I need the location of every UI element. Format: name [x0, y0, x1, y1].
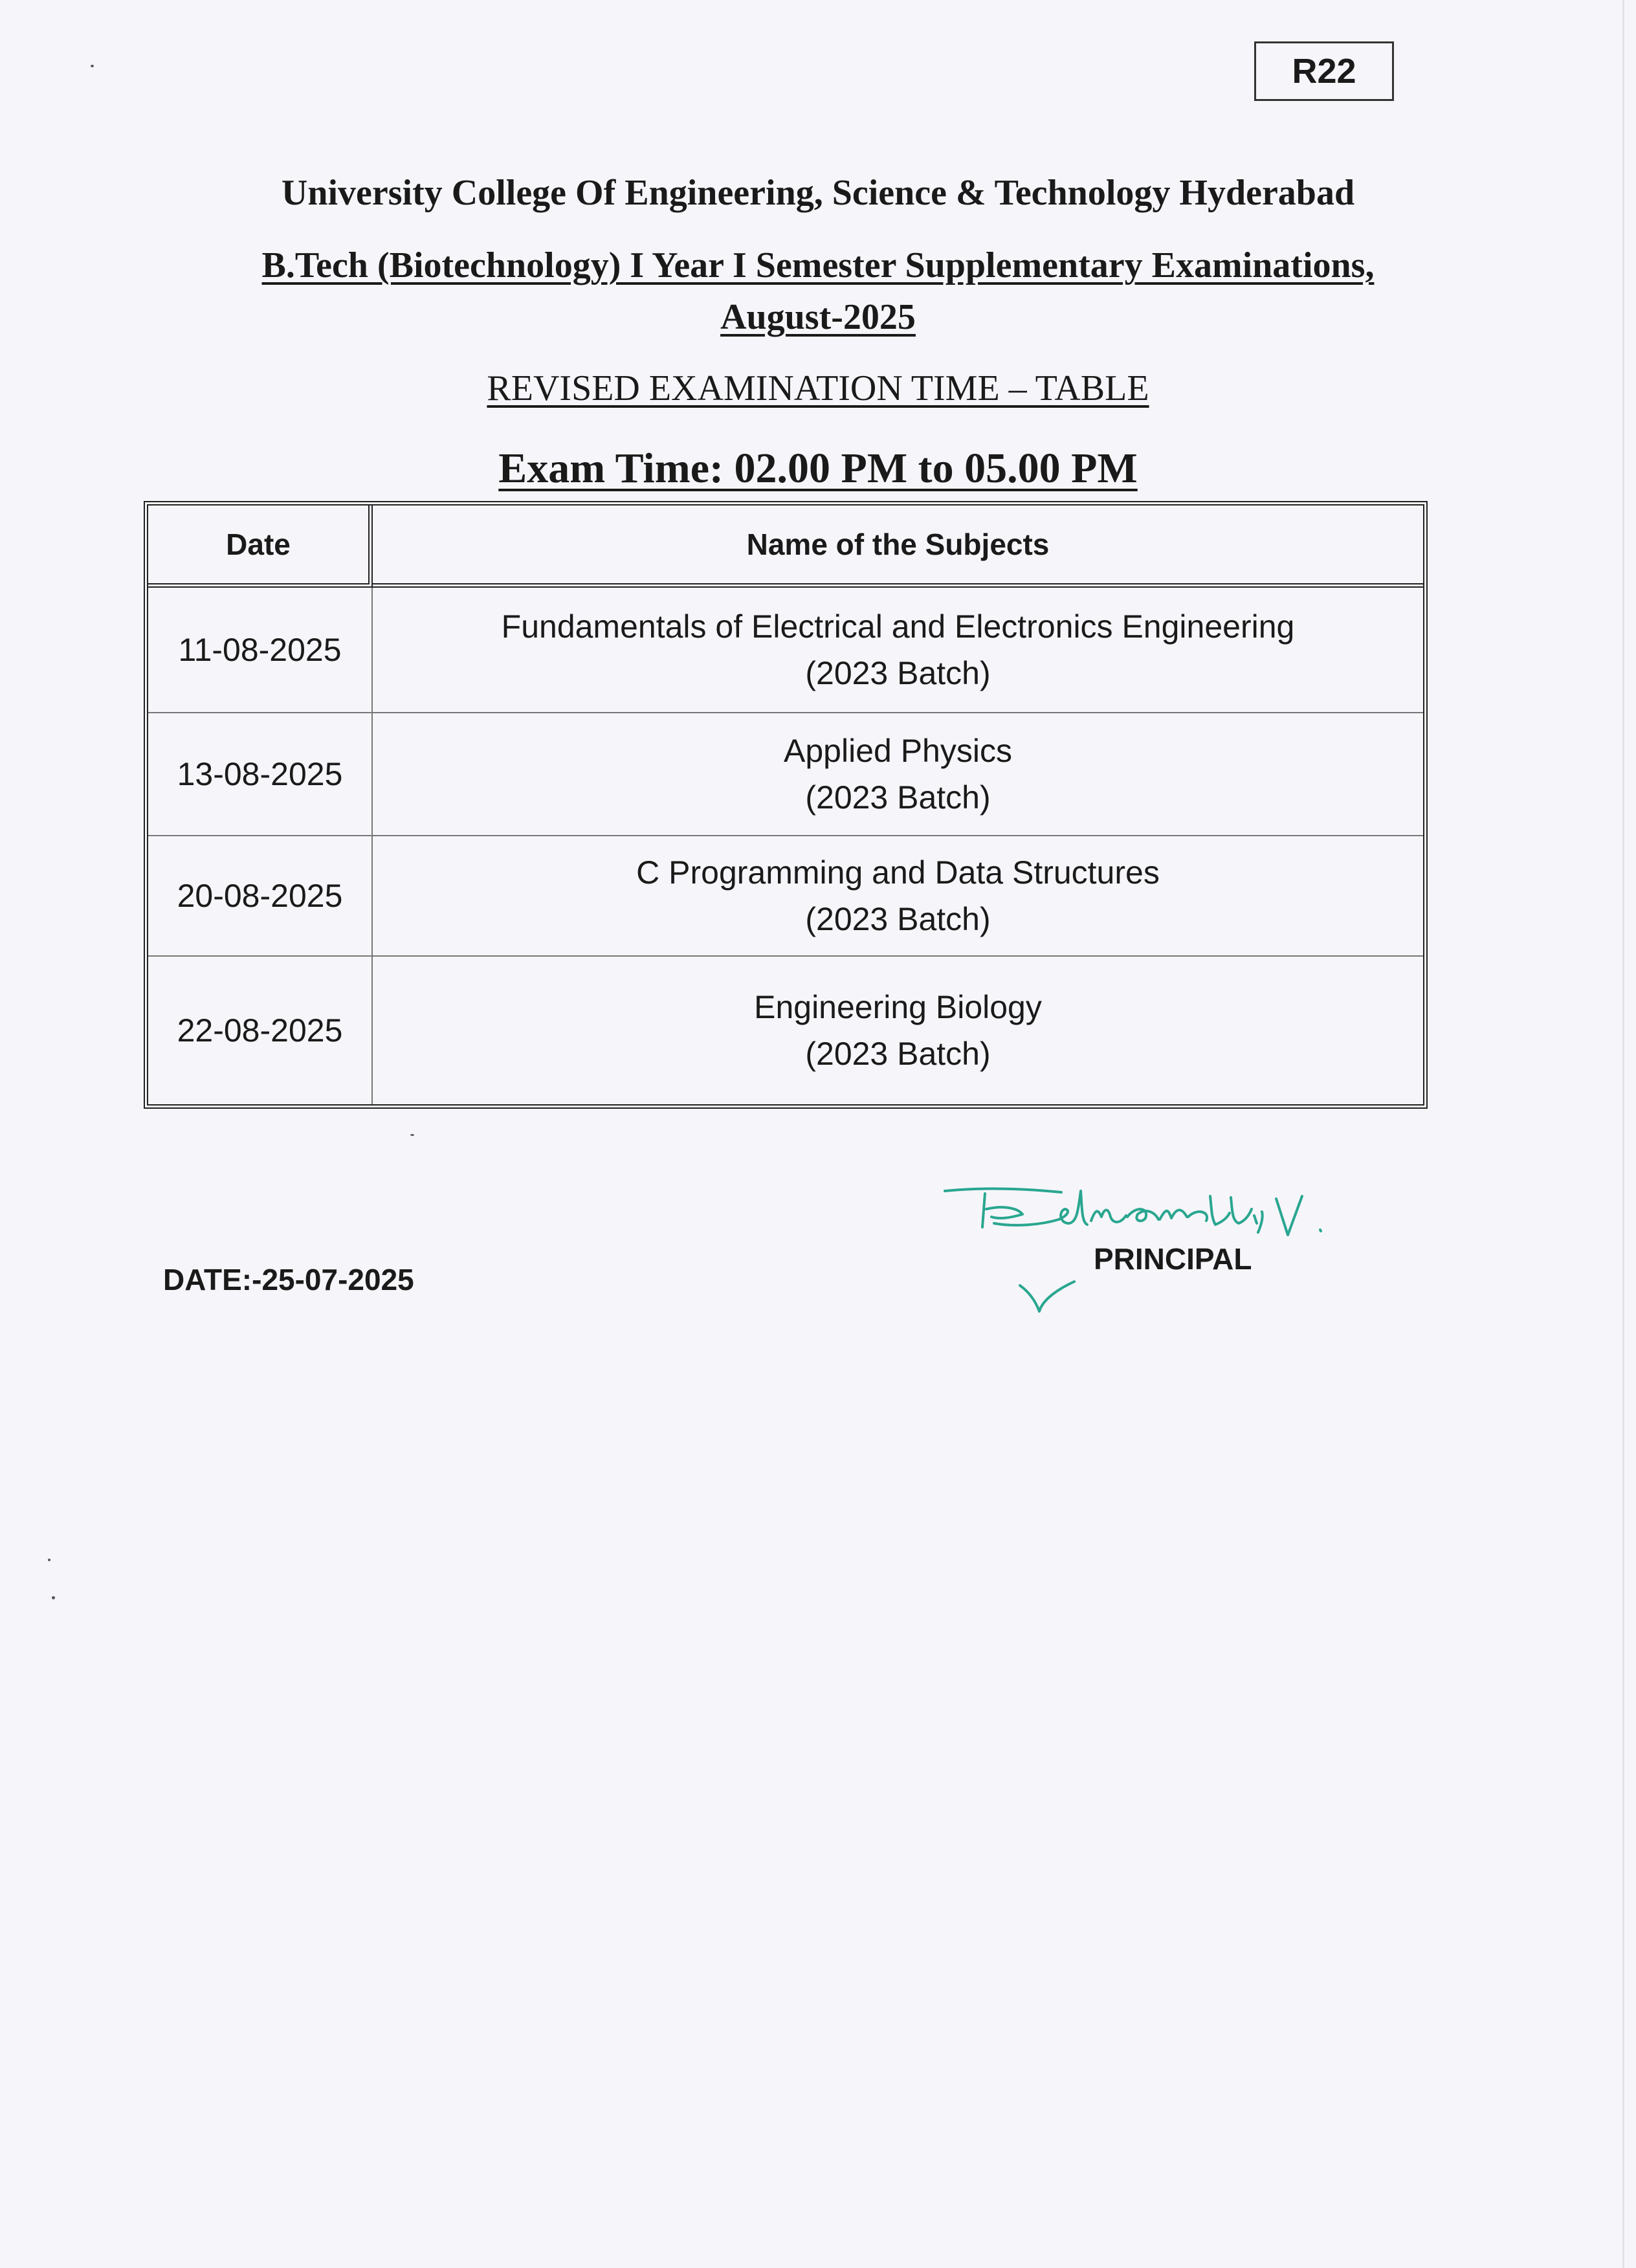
- batch-label: (2023 Batch): [805, 1036, 991, 1072]
- timetable-title: REVISED EXAMINATION TIME – TABLE: [487, 368, 1149, 408]
- subject-name: Fundamentals of Electrical and Electronics Engineering: [501, 608, 1295, 645]
- scan-speck: [410, 1134, 414, 1136]
- exam-date-cell: 11-08-2025: [148, 588, 373, 712]
- regulation-code-box: R22: [1254, 41, 1394, 101]
- date-column-header: Date: [148, 506, 373, 588]
- exam-month: August-2025: [720, 297, 916, 337]
- scan-speck: [91, 65, 94, 67]
- exam-time: Exam Time: 02.00 PM to 05.00 PM: [498, 445, 1138, 492]
- subject-name: C Programming and Data Structures: [636, 854, 1160, 891]
- subject-name: Applied Physics: [784, 733, 1012, 769]
- institution-name: University College Of Engineering, Science & Technology Hyderabad: [281, 173, 1355, 213]
- principal-label: PRINCIPAL: [1094, 1242, 1252, 1276]
- exam-date-cell: 22-08-2025: [148, 955, 373, 1104]
- subject-name: Engineering Biology: [754, 989, 1042, 1025]
- table-row: [148, 712, 1423, 835]
- exam-date-cell: 20-08-2025: [148, 835, 373, 955]
- batch-label: (2023 Batch): [805, 779, 991, 816]
- exam-title: B.Tech (Biotechnology) I Year I Semester Supplementary Examinations,: [261, 245, 1375, 285]
- exam-date-cell: 13-08-2025: [148, 712, 373, 835]
- table-row: [148, 588, 1423, 712]
- scan-speck: [48, 1559, 50, 1561]
- issue-date: DATE:-25-07-2025: [163, 1263, 414, 1296]
- subject-cell: [373, 955, 1423, 1104]
- table-header-row: [148, 506, 1423, 588]
- subject-cell: [373, 712, 1423, 835]
- page-edge: [1622, 0, 1624, 2268]
- scan-speck: [52, 1596, 55, 1599]
- subject-cell: [373, 588, 1423, 712]
- timetable-table: [144, 501, 1428, 1109]
- table-row: [148, 955, 1423, 1104]
- batch-label: (2023 Batch): [805, 901, 991, 937]
- subject-cell: [373, 835, 1423, 955]
- table-row: [148, 835, 1423, 955]
- batch-label: (2023 Batch): [805, 655, 991, 691]
- subjects-column-header: Name of the Subjects: [373, 506, 1423, 588]
